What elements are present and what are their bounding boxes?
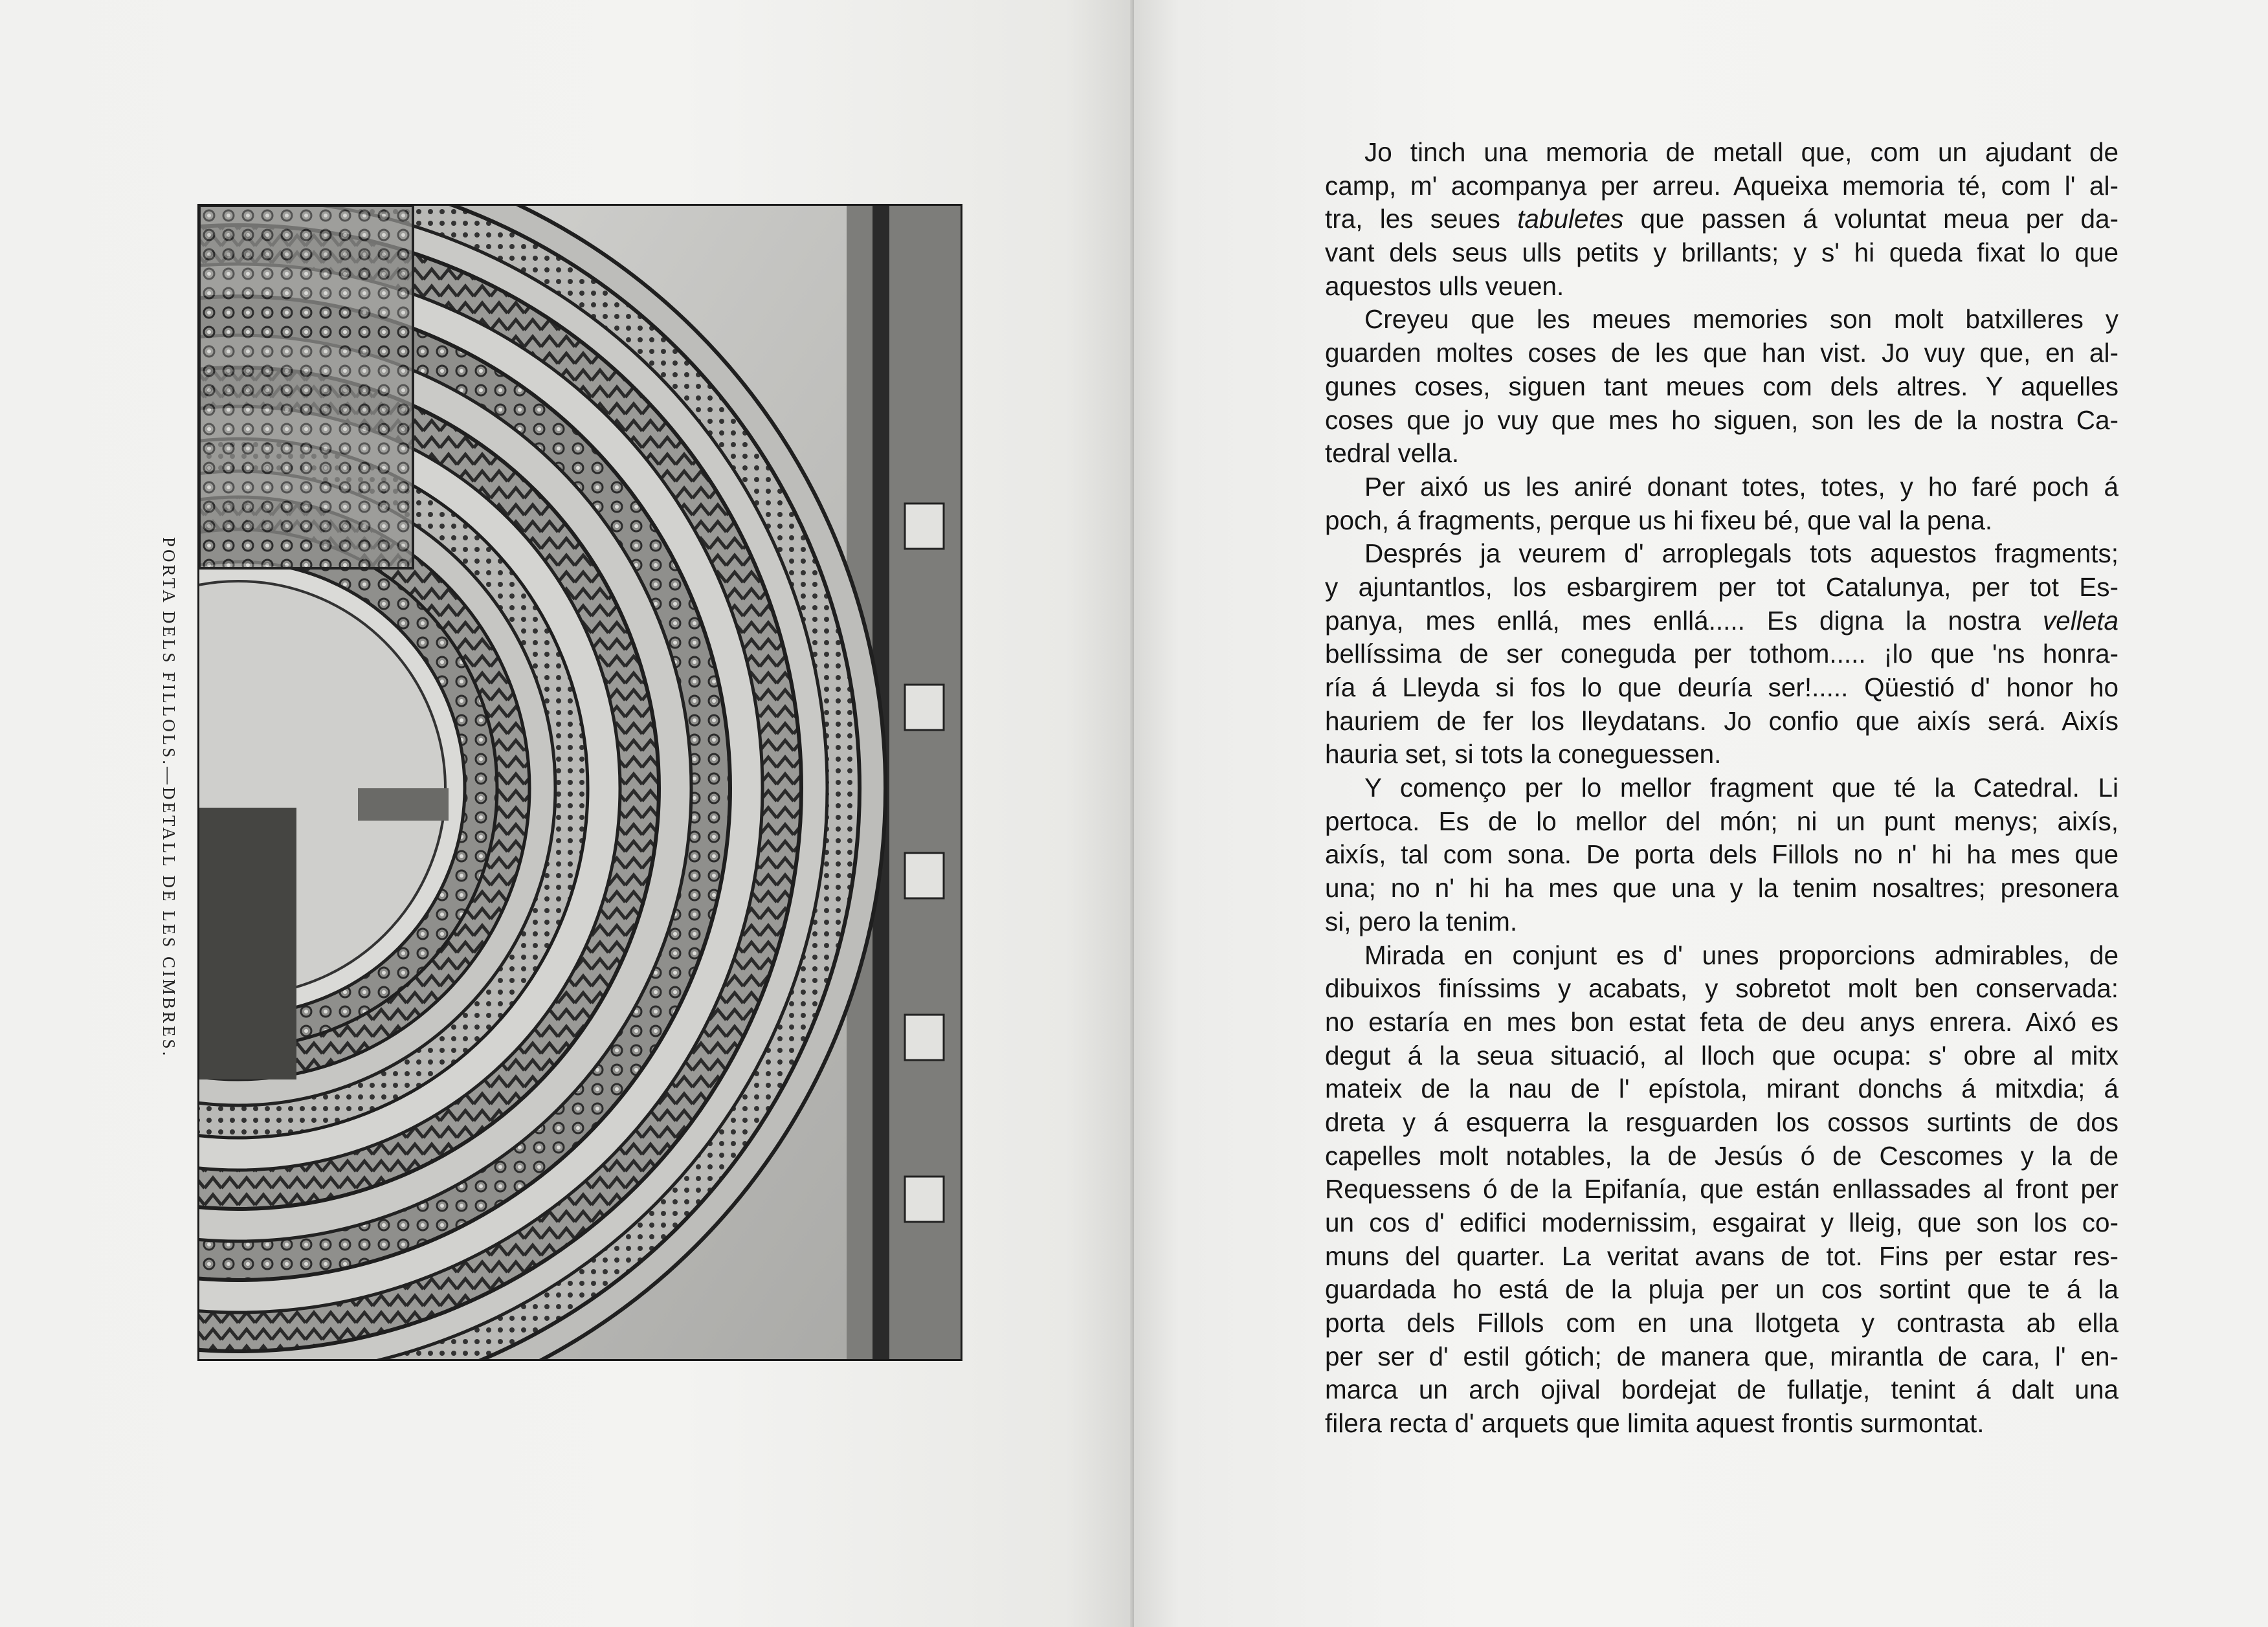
text-segment: muns del quarter. La veritat avans de tot. Fins per estar res- <box>1325 1241 2118 1271</box>
text-line <box>1325 838 2118 872</box>
text-line <box>1325 939 2118 973</box>
text-line <box>1325 437 2118 470</box>
text-segment: si, pero la tenim. <box>1325 906 1518 936</box>
text-segment: tra, les seues <box>1325 204 1518 234</box>
text-line <box>1325 805 2118 839</box>
text-segment: panya, mes enllá, mes enllá..... Es digna la nostra <box>1325 605 2043 636</box>
text-line <box>1325 1273 2118 1307</box>
photo-caption: PORTA DELS FILLOLS.—DETALL DE LES CIMBRES. <box>159 537 179 1059</box>
text-line <box>1325 1039 2118 1073</box>
text-line <box>1325 604 2118 638</box>
text-line <box>1325 771 2118 805</box>
text-segment: porta dels Fillols com en una llotgeta y contrasta ab ella <box>1325 1308 2118 1338</box>
text-line <box>1325 1006 2118 1039</box>
text-segment: gunes coses, siguen tant meues com dels altres. Y aquelles <box>1325 371 2118 401</box>
text-segment: mateix de la nau de l' epístola, mirant donchs á mitxdia; á <box>1325 1074 2118 1104</box>
text-line <box>1325 738 2118 771</box>
text-segment: tedral vella. <box>1325 438 1460 469</box>
text-segment: Mirada en conjunt es d' unes proporcions admirables, de <box>1364 940 2118 970</box>
text-segment: marca un arch ojival bordejat de fullatje, tenint á dalt una <box>1325 1375 2118 1405</box>
text-segment: Després ja veurem d' arroplegals tots aquestos fragments; <box>1364 538 2118 569</box>
text-line <box>1325 270 2118 304</box>
text-line <box>1325 671 2118 705</box>
text-line <box>1325 370 2118 404</box>
text-line <box>1325 637 2118 671</box>
text-segment: dibuixos finíssims y acabats, y sobretot molt ben conservada: <box>1325 973 2118 1004</box>
text-segment: pertoca. Es de lo mellor del món; ni un punt menys; aixís, <box>1325 806 2118 836</box>
text-line <box>1325 905 2118 939</box>
italic-text: velleta <box>2042 605 2118 636</box>
text-segment: coses que jo vuy que mes ho siguen, son les de la nostra Ca- <box>1325 404 2118 435</box>
text-line <box>1325 236 2118 270</box>
text-segment: hauria set, si tots la coneguessen. <box>1325 739 1722 769</box>
text-segment: per ser d' estil gótich; de manera que, mirantla de cara, l' en- <box>1325 1341 2118 1371</box>
text-line <box>1325 872 2118 905</box>
text-segment: ría á Lleyda si fos lo que deuría ser!..... Qüestió d' honor ho <box>1325 672 2118 702</box>
text-line <box>1325 504 2118 538</box>
text-segment: bellíssima de ser coneguda per tothom..... ¡lo que 'ns honra- <box>1325 639 2118 669</box>
text-line <box>1325 1106 2118 1140</box>
text-segment: guardada ho está de la pluja per un cos sortint que te á la <box>1325 1274 2118 1305</box>
text-segment: capelles molt notables, la de Jesús ó de Cescomes y la de <box>1325 1140 2118 1171</box>
text-segment: Jo tinch una memoria de metall que, com un ajudant de <box>1364 137 2118 167</box>
text-line <box>1325 1140 2118 1173</box>
text-line <box>1325 337 2118 370</box>
text-segment: hauriem de fer los lleydatans. Jo confio que aixís será. Aixís <box>1325 705 2118 736</box>
text-segment: Creyeu que les meues memories son molt batxilleres y <box>1364 304 2118 335</box>
text-line <box>1325 1072 2118 1106</box>
text-segment: Y començo per lo mellor fragment que té la Catedral. Li <box>1364 773 2118 803</box>
portal-archivolts-image <box>199 206 961 1359</box>
text-segment: un cos d' edifici modernissim, esgairat y lleig, que son los co- <box>1325 1208 2118 1237</box>
text-line <box>1325 1373 2118 1407</box>
text-segment: dreta y á esquerra la resguarden los cossos surtints de dos <box>1325 1107 2118 1137</box>
text-segment: no estaría en mes bon estat feta de deu anys enrera. Aixó es <box>1325 1006 2118 1037</box>
text-line <box>1325 1206 2118 1240</box>
italic-text: tabuletes <box>1517 204 1624 234</box>
text-segment: una; no n' hi ha mes que una y la tenim nosaltres; presonera <box>1325 873 2118 903</box>
text-line <box>1325 972 2118 1006</box>
text-segment: Per aixó us les aniré donant totes, totes, y ho faré poch á <box>1364 471 2118 502</box>
text-segment: aquestos ulls veuen. <box>1325 271 1564 301</box>
text-segment: vant dels seus ulls petits y brillants; y s' hi queda fixat lo que <box>1325 238 2118 268</box>
text-line <box>1325 1407 2118 1441</box>
text-segment: Requessens ó de la Epifanía, que están enllassades al front per <box>1325 1174 2118 1204</box>
text-line <box>1325 470 2118 504</box>
text-line <box>1325 1340 2118 1374</box>
text-line <box>1325 1240 2118 1274</box>
text-line <box>1325 1173 2118 1206</box>
text-segment: filera recta d' arquets que limita aquest frontis surmontat. <box>1325 1408 1984 1439</box>
text-segment: degut á la seua situació, al lloch que ocupa: s' obre al mitx <box>1325 1040 2118 1070</box>
text-segment: poch, á fragments, perque us hi fixeu bé, que val la pena. <box>1325 505 1993 535</box>
text-line <box>1325 404 2118 437</box>
text-segment: que passen á voluntat meua per da- <box>1623 204 2118 234</box>
text-segment: y ajuntantlos, los esbargirem per tot Catalunya, per tot Es- <box>1325 571 2118 602</box>
portal-photograph <box>197 204 962 1361</box>
text-segment: camp, m' acompanya per arreu. Aqueixa memoria té, com l' al- <box>1325 170 2118 201</box>
text-line <box>1325 571 2118 604</box>
text-line <box>1325 705 2118 738</box>
text-line <box>1325 303 2118 337</box>
text-line <box>1325 1307 2118 1340</box>
text-line <box>1325 170 2118 203</box>
text-line <box>1325 203 2118 236</box>
text-line <box>1325 537 2118 571</box>
text-line <box>1325 136 2118 170</box>
text-segment: guarden moltes coses de les que han vist. Jo vuy que, en al- <box>1325 338 2118 368</box>
body-text <box>1325 136 2118 1441</box>
text-segment: aixís, tal com sona. De porta dels Fillols no n' hi ha mes que <box>1325 839 2118 870</box>
